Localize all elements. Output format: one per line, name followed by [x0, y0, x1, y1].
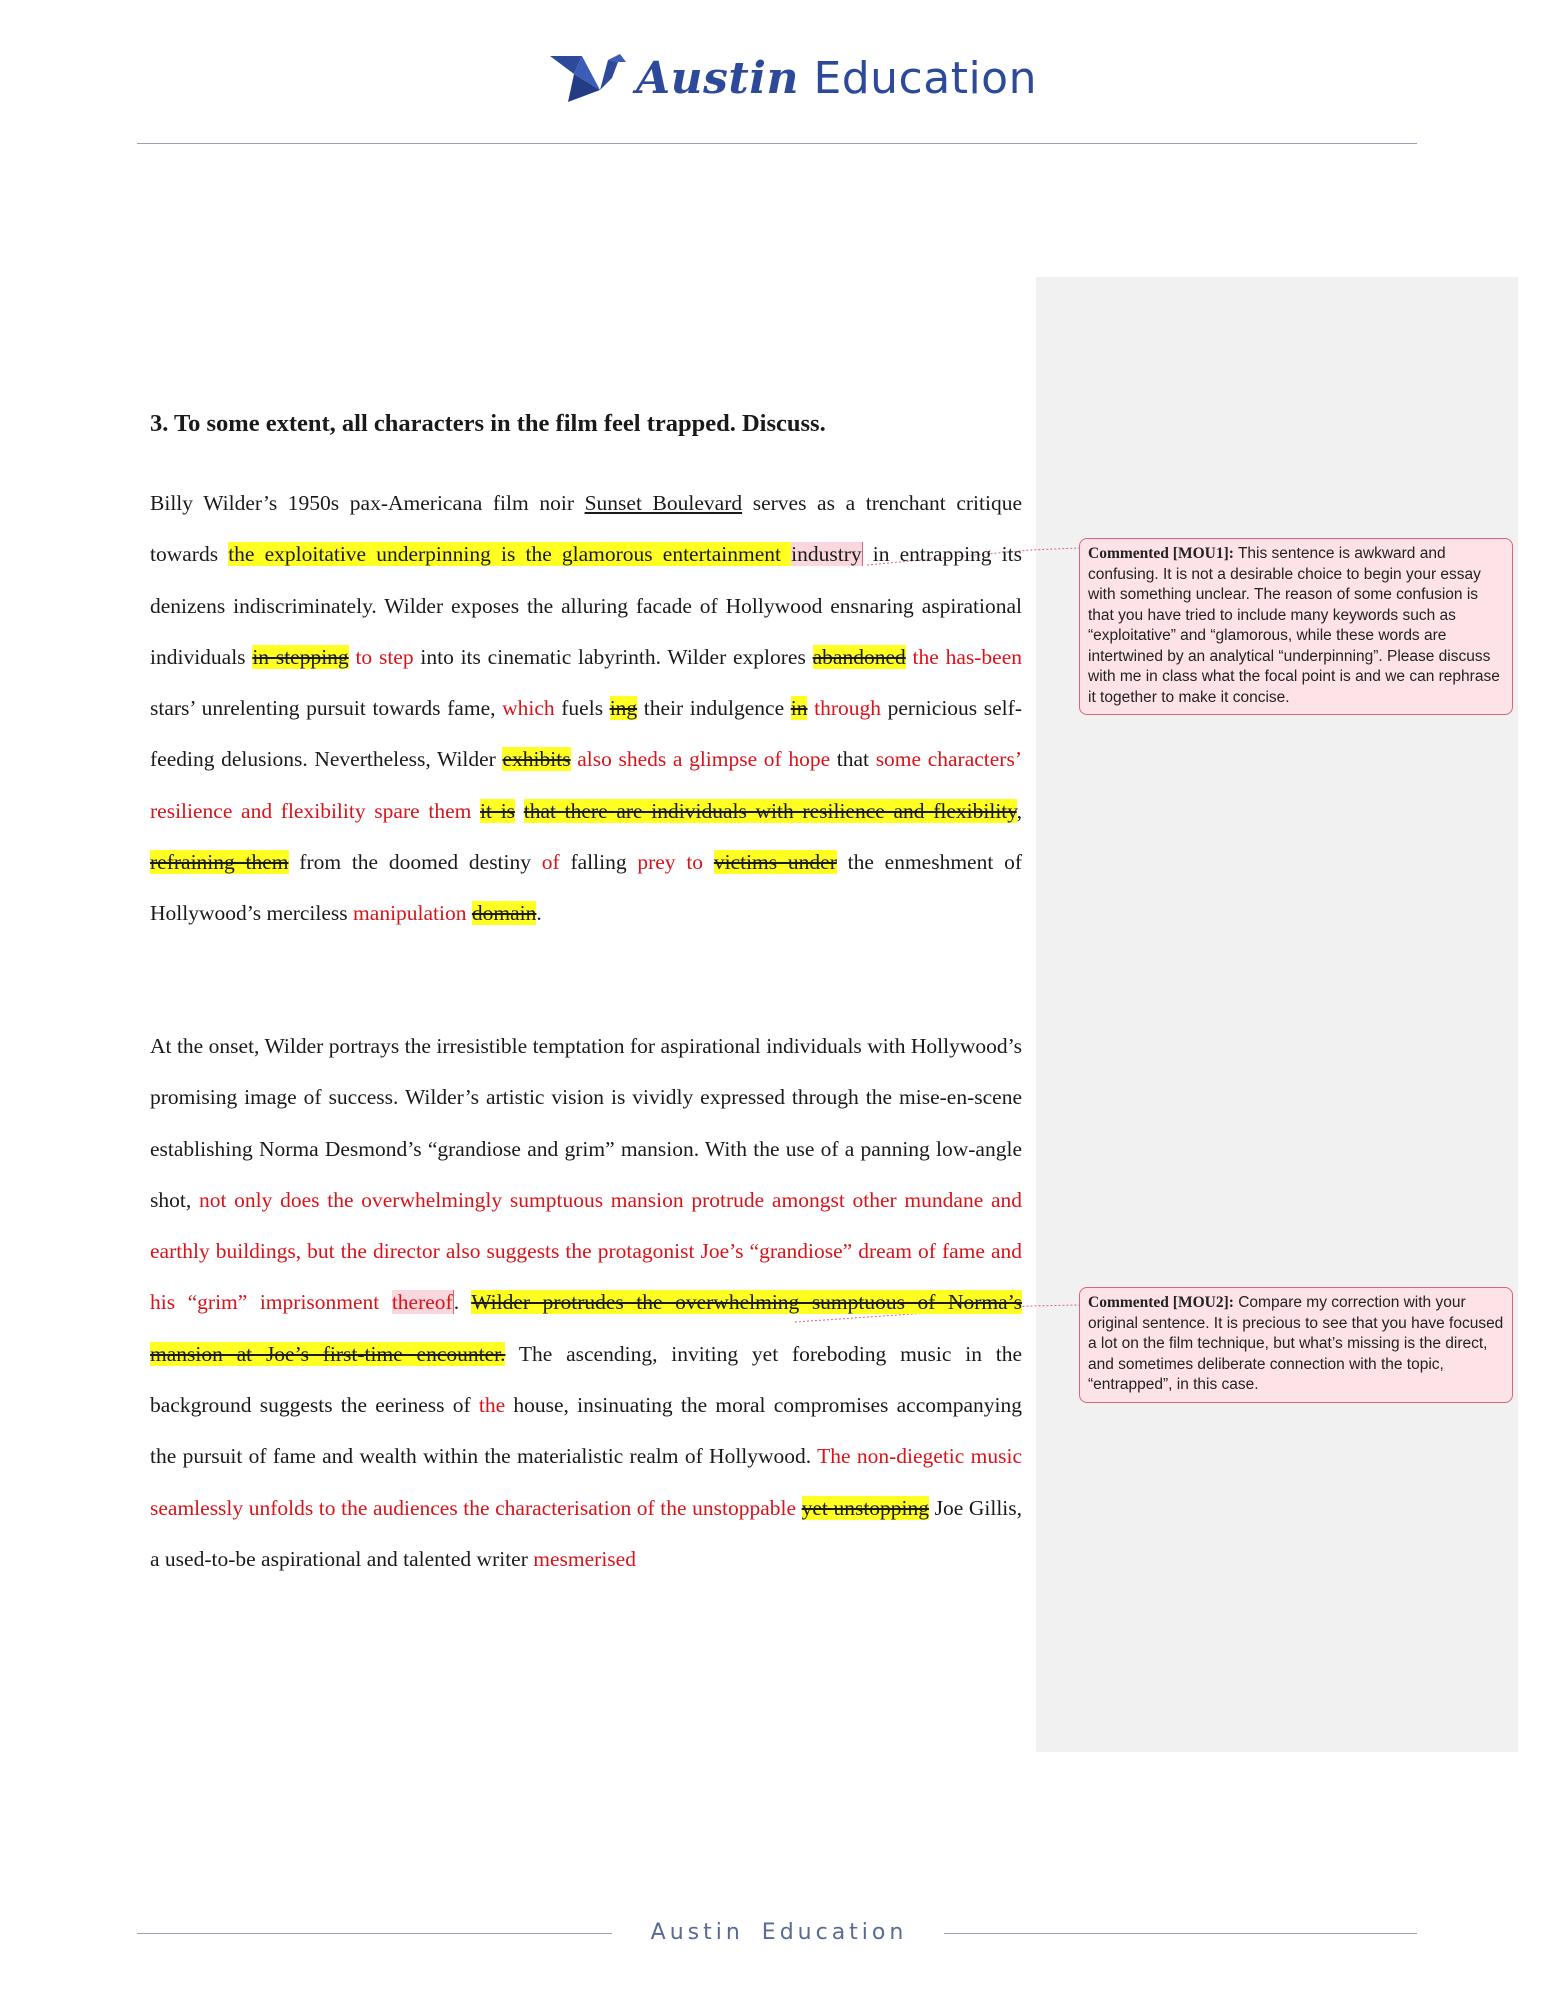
deleted-text: victims under: [713, 850, 837, 875]
text-run: Billy Wilder’s 1950s pax-Americana film noir: [150, 491, 585, 515]
footer-education: Education: [761, 1920, 908, 1945]
comment-2-label: Commented [MOU2]:: [1088, 1294, 1234, 1311]
inserted-text: mesmerised: [533, 1546, 636, 1571]
text-run: their indulgence: [637, 696, 791, 721]
deleted-text: ing: [609, 696, 638, 721]
inserted-text: not only does the overwhelmingly sumptuous mansion protrude amongst other mundane and earthly buildings, but the director also suggests the protagonist Joe’s “grandiose” dream of fame and his “grim” imprisonment: [150, 1187, 1023, 1315]
text-run: house, insinuating the moral compromises accompanying the pursuit of fame and wealth within the materialistic realm of Hollywood.: [150, 1393, 1022, 1469]
essay-paragraph-2: [150, 1021, 1022, 1585]
footer-rule-left: [137, 1933, 612, 1934]
essay-question-heading: 3. To some extent, all characters in the film feel trapped. Discuss.: [150, 410, 826, 437]
origami-bird-icon: [548, 50, 628, 106]
inserted-text: of: [541, 850, 560, 875]
footer-brand-text: [604, 1920, 954, 1945]
deleted-text: yet unstopping: [801, 1495, 930, 1520]
brand-austin: Austin: [636, 52, 799, 104]
text-run: in entrapping its denizens indiscriminately. Wilder exposes the alluring facade of Hollywood ensnaring aspirational individuals: [150, 542, 1022, 669]
footer-rule-right: [944, 1933, 1417, 1934]
comment-1-label: Commented [MOU1]:: [1088, 545, 1234, 562]
text-run: The ascending, inviting yet foreboding music in the background suggests the eeriness of: [150, 1341, 1022, 1418]
deleted-text: it is: [480, 798, 516, 823]
highlighted-text: the exploitative underpinning is the glamorous entertainment: [228, 542, 792, 567]
text-run: the enmeshment of Hollywood’s merciless: [150, 850, 1022, 926]
text-run: .: [453, 1290, 472, 1315]
page-footer: [0, 1920, 1554, 1950]
deleted-text: abandoned: [812, 644, 906, 669]
deleted-text: in stepping: [252, 644, 349, 669]
comment-anchor[interactable]: industry: [791, 542, 862, 567]
text-run: ,: [1016, 798, 1023, 823]
text-run: from the doomed destiny: [288, 850, 542, 875]
deleted-text: refraining them: [150, 850, 289, 875]
text-run: [515, 799, 524, 823]
inserted-text: also sheds a glimpse of hope: [570, 747, 831, 772]
inserted-text: which: [502, 696, 555, 721]
text-run: [703, 850, 714, 874]
deleted-text: exhibits: [502, 747, 571, 772]
brand-education: Education: [813, 52, 1037, 104]
header-divider: [137, 143, 1417, 144]
inserted-text: through: [807, 696, 881, 721]
comment-balloon-1[interactable]: [1079, 538, 1513, 715]
text-run: At the onset, Wilder portrays the irresistible temptation for aspirational individuals with Hollywood’s promising image of success. Wilder’s artistic vision is vividly expressed through the mise-en-scene establishing Norma Desmond’s “grandiose and grim” mansion. With the use of a panning low-angle shot,: [150, 1034, 1022, 1212]
text-run: [796, 1496, 802, 1520]
text-run: stars’ unrelenting pursuit towards fame,: [150, 696, 503, 721]
inserted-text: the: [478, 1393, 506, 1418]
text-run: [471, 799, 480, 823]
inserted-text: to step: [348, 644, 414, 669]
text-run: falling: [559, 850, 638, 875]
text-run: .: [536, 901, 542, 926]
text-run: pernicious self-feeding delusions. Nevertheless, Wilder: [150, 696, 1022, 772]
essay-paragraph-1: [150, 478, 1022, 940]
comment-1-text: This sentence is awkward and confusing. It is not a desirable choice to begin your essay with something unclear. The reason of some confusion is that you have tried to include many keywords such as “exploitative” and “glamorous, while these words are intertwined by an analytical “underpinning”. Please discuss with me in class what the focal point is and we can rephrase it together to make it concise.: [1088, 545, 1500, 706]
inserted-text: some characters’ resilience and flexibility spare them: [150, 747, 1022, 823]
deleted-text: in: [790, 696, 808, 721]
deleted-text: that there are individuals with resilience and flexibility: [523, 798, 1017, 823]
deleted-text: domain: [471, 901, 537, 926]
text-run: that: [830, 747, 876, 772]
inserted-text: The non-diegetic music seamlessly unfolds to the audiences the characterisation of the unstoppable: [150, 1444, 1022, 1520]
text-run: serves as a trenchant critique towards: [150, 491, 1022, 567]
comment-2-text: Compare my correction with your original sentence. It is precious to see that you have focused a lot on the film technique, but what’s missing is the direct, and sometimes deliberate connection with the topic, “entrapped”, in this case.: [1088, 1294, 1504, 1393]
comment-margin-pane: [1036, 277, 1518, 1752]
comment-balloon-2[interactable]: [1079, 1287, 1513, 1403]
inserted-text: the has-been: [905, 644, 1022, 669]
inserted-text: prey to: [637, 850, 704, 875]
brand-wordmark: [636, 53, 1037, 104]
footer-austin: Austin: [650, 1920, 744, 1945]
text-run: fuels: [554, 696, 610, 721]
inserted-text: manipulation: [353, 901, 467, 926]
text-run: into its cinematic labyrinth. Wilder explores: [413, 644, 813, 669]
comment-anchor[interactable]: thereof: [391, 1290, 453, 1315]
text-run: Joe Gillis, a used-to-be aspirational and talented writer: [150, 1495, 1023, 1571]
austin-education-logo: [548, 50, 1037, 106]
deleted-text: Wilder protrudes the overwhelming sumptuous of Norma’s mansion at Joe’s first-time encounter.: [150, 1290, 1023, 1366]
film-title: Sunset Boulevard: [584, 491, 743, 515]
